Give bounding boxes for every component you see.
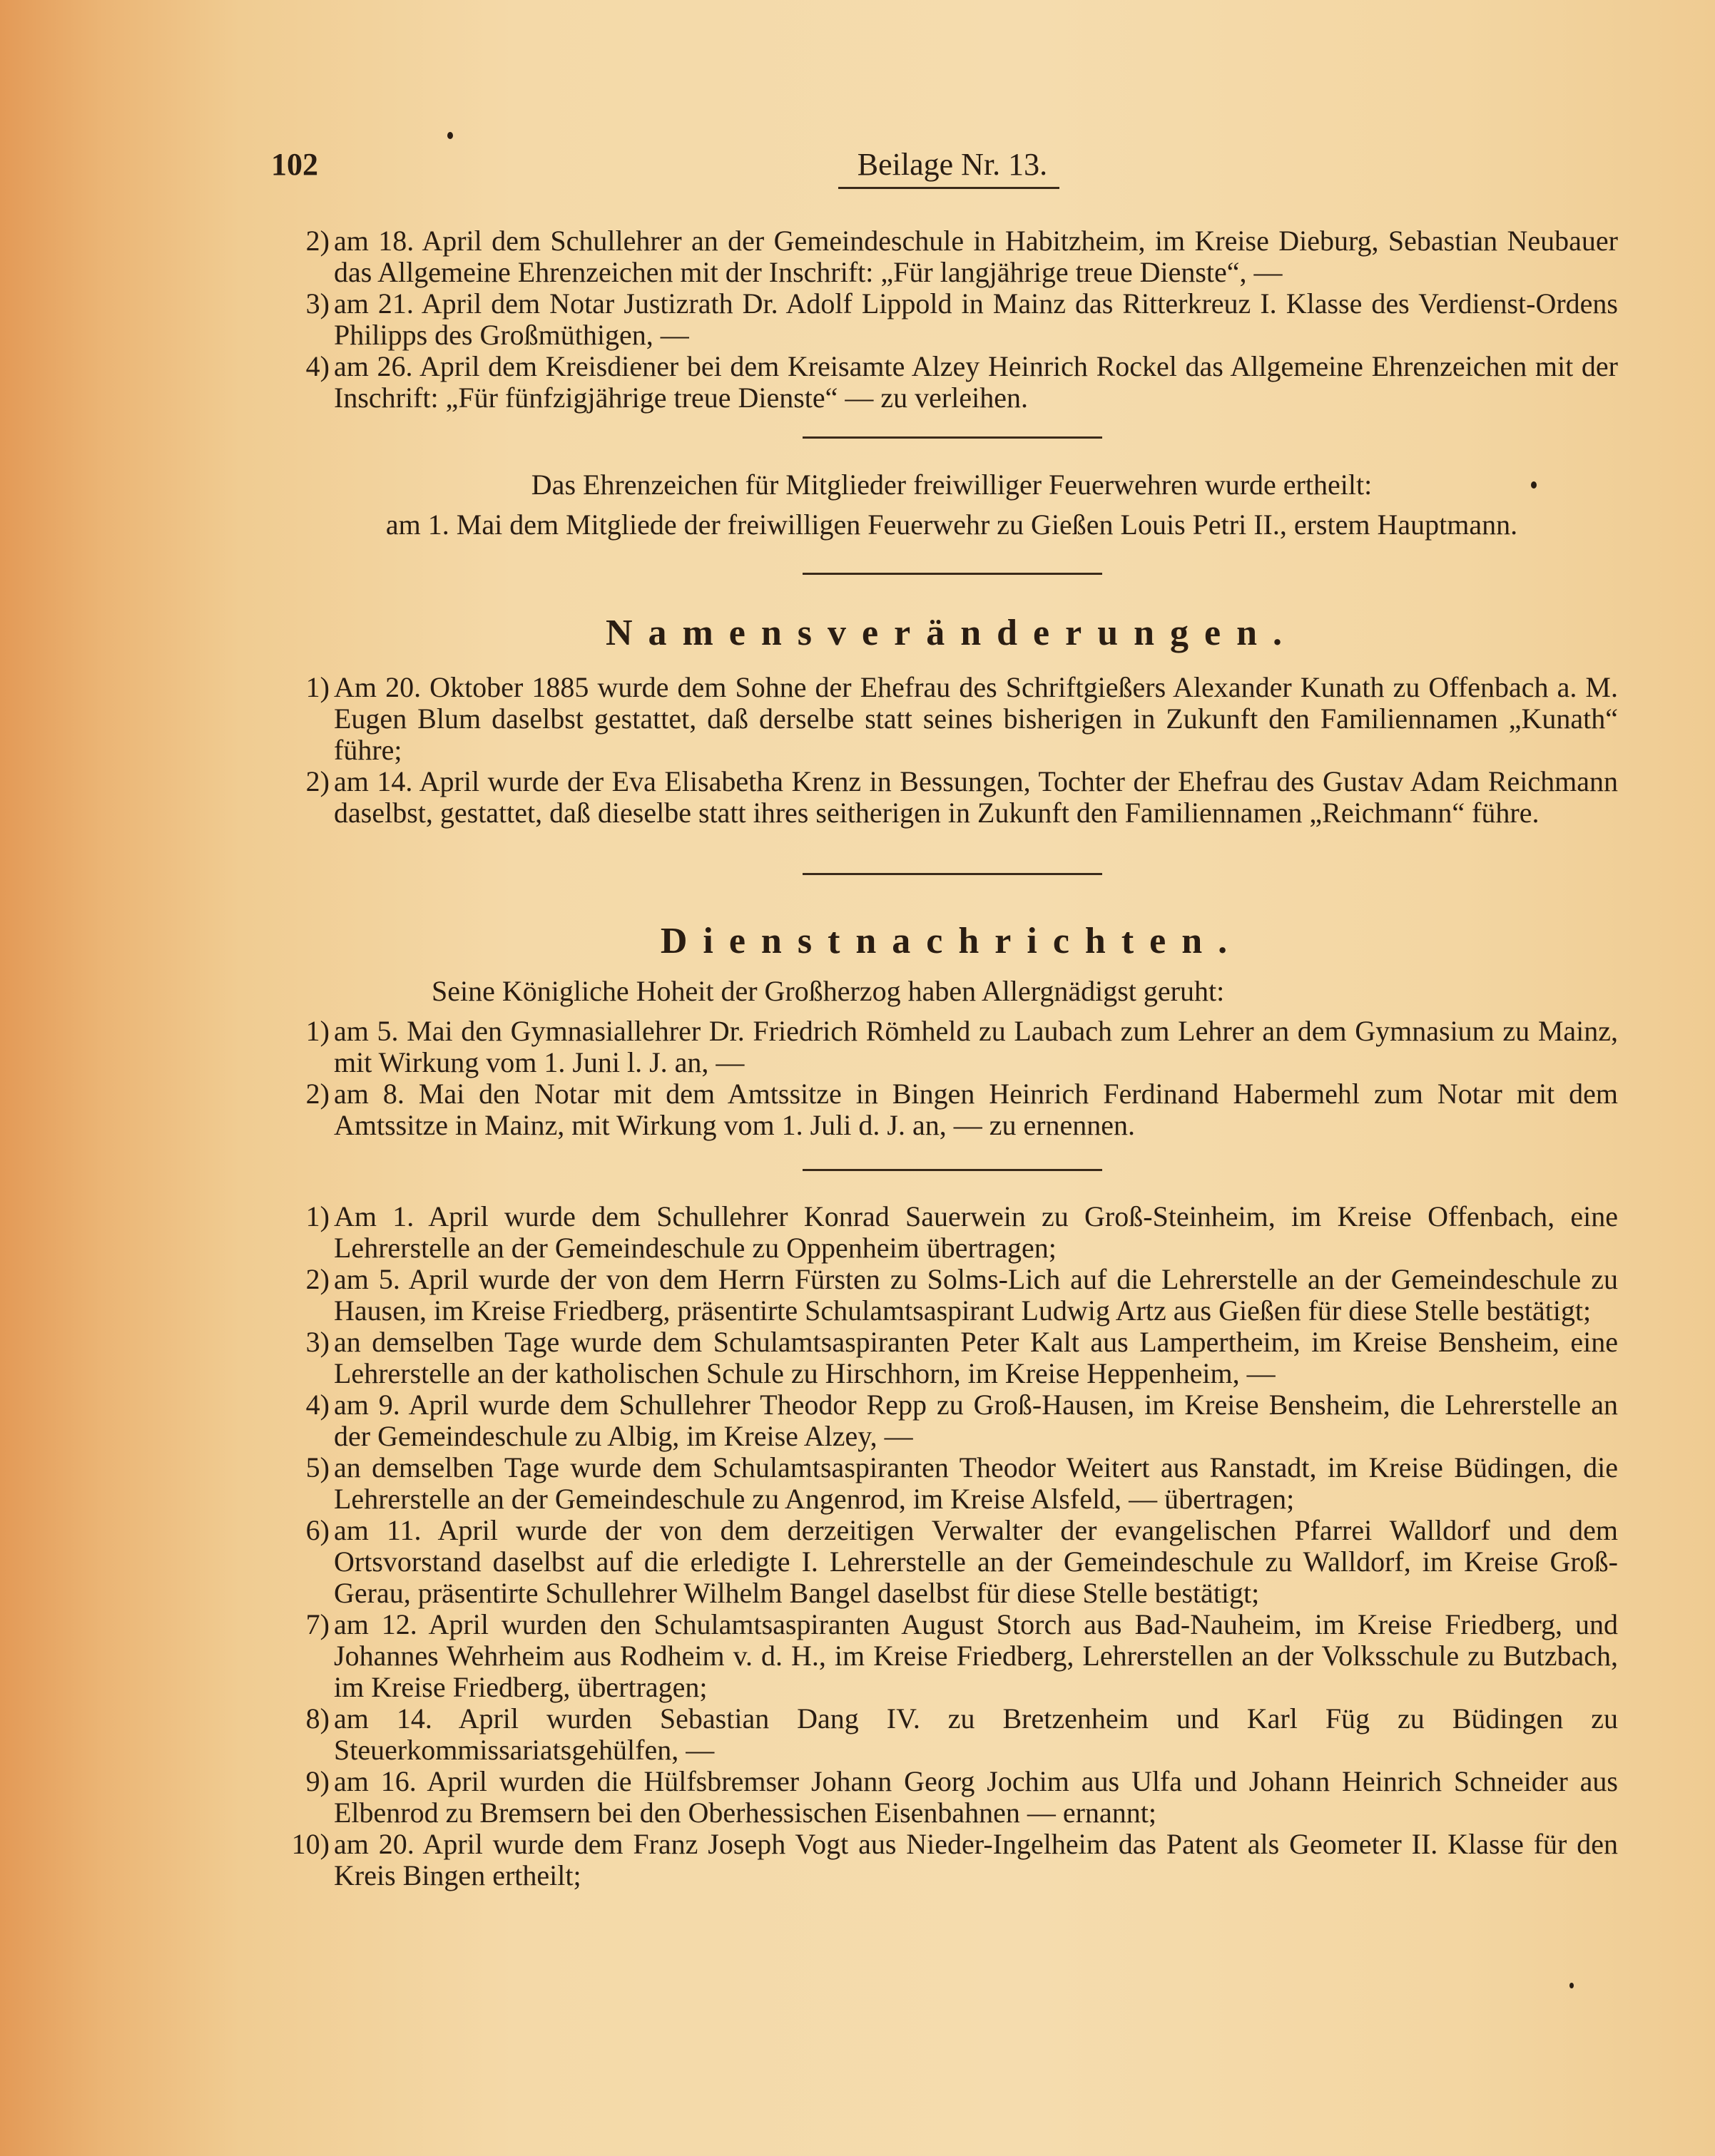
- list-item: [285, 1452, 1618, 1515]
- feuerwehr-intro: Das Ehrenzeichen für Mitglieder freiwilliger Feuerwehren wurde ertheilt:: [531, 469, 1373, 501]
- item-number: 7): [305, 1608, 330, 1640]
- list-item: [285, 1703, 1618, 1766]
- item-number: 4): [305, 1389, 330, 1421]
- item-text: am 5. Mai den Gymnasiallehrer Dr. Friedrich Römheld zu Laubach zum Lehrer an dem Gymnasium zu Mainz, mit Wirkung vom 1. Juni l. J. an, —: [334, 1015, 1618, 1078]
- list-item: [285, 1201, 1618, 1264]
- namen-list: [285, 672, 1618, 829]
- section-rule: [803, 573, 1102, 575]
- item-number: 1): [305, 671, 330, 703]
- item-text: am 11. April wurde der von dem derzeitigen Verwalter der evangelischen Pfarrei Walldorf und dem Ortsvorstand daselbst auf die erledigte I. Lehrerstelle an der Gemeindeschule zu Walldorf, im Kreise Groß-Gerau, präsentirte Schullehrer Wilhelm Bangel daselbst für diese Stelle bestätigt;: [334, 1514, 1618, 1609]
- dienst-intro: Seine Königliche Hoheit der Großherzog haben Allergnädigst geruht:: [432, 975, 1225, 1007]
- section-rule: [803, 1169, 1102, 1171]
- item-text: Am 20. Oktober 1885 wurde dem Sohne der Ehefrau des Schriftgießers Alexander Kunath zu Offenbach a. M. Eugen Blum daselbst gestattet, daß derselbe statt seines bisherigen in Zukunft den Familiennamen „Kunath“ führe;: [334, 671, 1618, 766]
- list-item: [285, 672, 1618, 766]
- item-text: am 21. April dem Notar Justizrath Dr. Adolf Lippold in Mainz das Ritterkreuz I. Klasse des Verdienst-Ordens Philipps des Großmüthigen, —: [334, 287, 1618, 351]
- list-item: [285, 1264, 1618, 1327]
- page-number: 102: [271, 147, 318, 182]
- item-number: 5): [305, 1451, 330, 1483]
- ink-speck: [1569, 1983, 1574, 1988]
- item-text: am 14. April wurde der Eva Elisabetha Krenz in Bessungen, Tochter der Ehefrau des Gustav Adam Reichmann daselbst, gestattet, daß dieselbe statt ihres seitherigen in Zukunft den Familiennamen „Reichmann“ führe.: [334, 765, 1618, 829]
- feuerwehr-entry: am 1. Mai dem Mitgliede der freiwilligen Feuerwehr zu Gießen Louis Petri II., erstem Hauptmann.: [385, 509, 1518, 541]
- item-number: 6): [305, 1514, 330, 1546]
- list-item: [285, 225, 1618, 288]
- item-number: 2): [305, 225, 330, 257]
- list-item: [285, 1515, 1618, 1609]
- item-number: 3): [305, 1326, 330, 1358]
- item-text: am 14. April wurden Sebastian Dang IV. zu Bretzenheim und Karl Füg zu Büdingen zu Steuerkommissariatsgehülfen, —: [334, 1702, 1618, 1766]
- item-text: am 20. April wurde dem Franz Joseph Vogt aus Nieder-Ingelheim das Patent als Geometer II. Klasse für den Kreis Bingen ertheilt;: [334, 1828, 1618, 1891]
- list-item: [285, 1609, 1618, 1703]
- item-number: 4): [305, 350, 330, 382]
- list-item: [285, 351, 1618, 414]
- list-item: [285, 1766, 1618, 1829]
- list-item: [285, 1327, 1618, 1389]
- list-item: [285, 1016, 1618, 1078]
- list-item: [285, 766, 1618, 829]
- header-rule: [838, 187, 1059, 189]
- item-number: 8): [305, 1702, 330, 1734]
- item-number: 1): [305, 1200, 330, 1232]
- item-text: am 5. April wurde der von dem Herrn Fürsten zu Solms-Lich auf die Lehrerstelle an der Gemeindeschule zu Hausen, im Kreise Friedberg, präsentirte Schulamtsaspirant Ludwig Artz aus Gießen für diese Stelle bestätigt;: [334, 1263, 1618, 1327]
- dienst-list: [285, 1016, 1618, 1141]
- item-number: 10): [291, 1828, 330, 1860]
- item-text: am 12. April wurden den Schulamtsaspiranten August Storch aus Bad-Nauheim, im Kreise Friedberg, und Johannes Wehrheim aus Rodheim v. d. H., im Kreise Friedberg, Lehrerstellen an der Volksschule zu Butzbach, im Kreise Friedberg, übertragen;: [334, 1608, 1618, 1703]
- item-number: 2): [305, 765, 330, 797]
- item-text: am 26. April dem Kreisdiener bei dem Kreisamte Alzey Heinrich Rockel das Allgemeine Ehrenzeichen mit der Inschrift: „Für fünfzigjährige treue Dienste“ — zu verleihen.: [334, 350, 1618, 414]
- item-text: am 8. Mai den Notar mit dem Amtssitze in Bingen Heinrich Ferdinand Habermehl zum Notar mit dem Amtssitze in Mainz, mit Wirkung vom 1. Juli d. J. an, — zu ernennen.: [334, 1078, 1618, 1141]
- list-item: [285, 1389, 1618, 1452]
- list-item: [285, 1078, 1618, 1141]
- item-text: am 16. April wurden die Hülfsbremser Johann Georg Jochim aus Ulfa und Johann Heinrich Schneider aus Elbenrod zu Bremsern bei den Oberhessischen Eisenbahnen — ernannt;: [334, 1765, 1618, 1829]
- item-number: 1): [305, 1015, 330, 1047]
- item-number: 9): [305, 1765, 330, 1797]
- list-item: [285, 1829, 1618, 1891]
- item-number: 2): [305, 1263, 330, 1295]
- section-title-namensveraenderungen: Namensveränderungen.: [605, 613, 1298, 653]
- item-text: am 9. April wurde dem Schullehrer Theodor Repp zu Groß-Hausen, im Kreise Bensheim, die Lehrerstelle an der Gemeindeschule zu Albig, im Kreise Alzey, —: [334, 1389, 1618, 1452]
- section-rule: [803, 873, 1102, 875]
- item-number: 2): [305, 1078, 330, 1110]
- item-number: 3): [305, 287, 330, 320]
- section-title-dienstnachrichten: Dienstnachrichten.: [660, 921, 1243, 961]
- item-text: am 18. April dem Schullehrer an der Gemeindeschule in Habitzheim, im Kreise Dieburg, Sebastian Neubauer das Allgemeine Ehrenzeichen mit der Inschrift: „Für langjährige treue Dienste“, —: [334, 225, 1618, 288]
- item-text: Am 1. April wurde dem Schullehrer Konrad Sauerwein zu Groß-Steinheim, im Kreise Offenbach, eine Lehrerstelle an der Gemeindeschule zu Oppenheim übertragen;: [334, 1200, 1618, 1264]
- section-rule: [803, 436, 1102, 439]
- item-text: an demselben Tage wurde dem Schulamtsaspiranten Peter Kalt aus Lampertheim, im Kreise Bensheim, eine Lehrerstelle an der katholischen Schule zu Hirschhorn, im Kreise Heppenheim, —: [334, 1326, 1618, 1389]
- appointments-list: [285, 1201, 1618, 1891]
- running-header: Beilage Nr. 13.: [857, 147, 1048, 182]
- ink-speck: [447, 132, 453, 139]
- item-text: an demselben Tage wurde dem Schulamtsaspiranten Theodor Weitert aus Ranstadt, im Kreise Büdingen, die Lehrerstelle an der Gemeindeschule zu Angenrod, im Kreise Alsfeld, — übertragen;: [334, 1451, 1618, 1515]
- list-item: [285, 288, 1618, 351]
- ehrenzeichen-list: [285, 225, 1618, 414]
